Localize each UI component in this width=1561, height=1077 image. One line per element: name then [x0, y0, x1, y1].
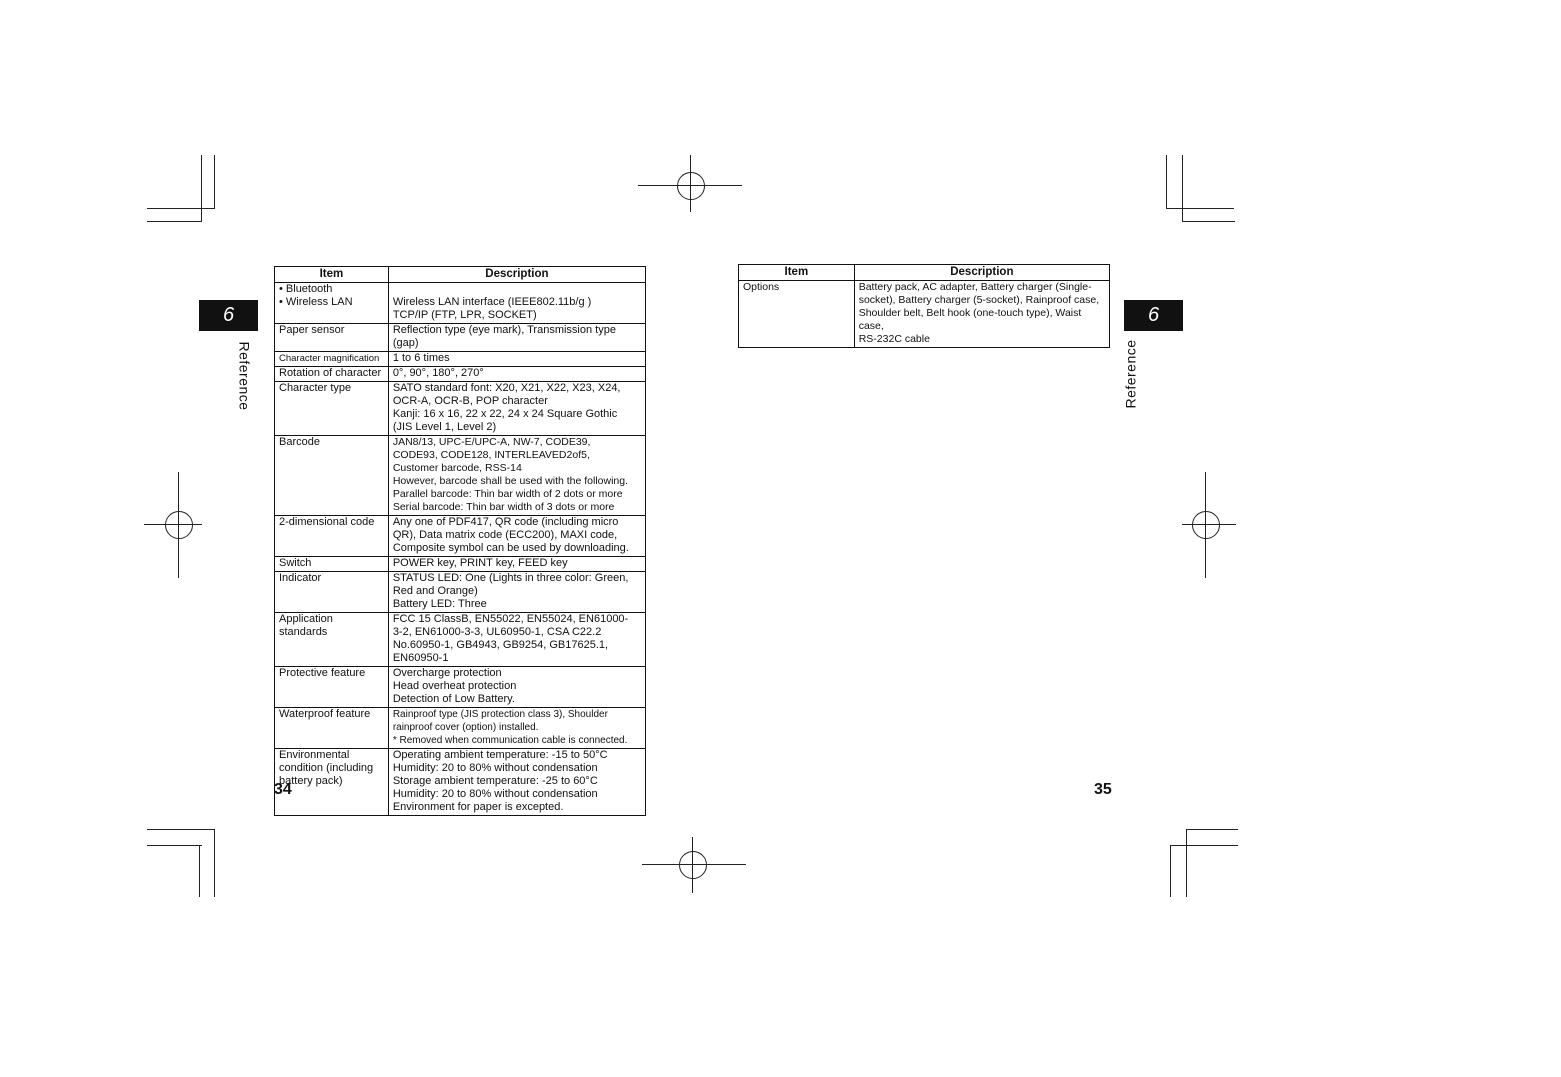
table-row: [275, 367, 646, 382]
description-cell: JAN8/13, UPC-E/UPC-A, NW-7, CODE39, CODE93, CODE128, INTERLEAVED2of5, Customer barcode, RSS-14 However, barcode shall be used with the following. Parallel barcode: Thin bar width of 2 dots or more Serial barcode: Thin bar width of 3 dots or more: [388, 436, 645, 516]
table-row: [275, 436, 646, 516]
item-cell: Waterproof feature: [275, 708, 389, 749]
item-cell: Protective feature: [275, 667, 389, 708]
description-cell: POWER key, PRINT key, FEED key: [388, 557, 645, 572]
chapter-number: 6: [1147, 304, 1160, 326]
table-row: [275, 382, 646, 436]
section-label-left: Reference: [236, 341, 253, 411]
description-cell: 0°, 90°, 180°, 270°: [388, 367, 645, 382]
item-cell: Options: [739, 281, 855, 348]
table-body: [739, 281, 1110, 348]
item-cell: Rotation of character: [275, 367, 389, 382]
page-number-right: 35: [1094, 781, 1112, 798]
spec-table-right: [738, 264, 1110, 348]
table-body: [275, 283, 646, 816]
description-header: Description: [388, 267, 645, 283]
description-cell: Operating ambient temperature: -15 to 50°C Humidity: 20 to 80% without condensation Storage ambient temperature: -25 to 60°C Humidity: 20 to 80% without condensation Environment for paper is excepted.: [388, 749, 645, 816]
description-cell: SATO standard font: X20, X21, X22, X23, X24, OCR-A, OCR-B, POP character Kanji: 16 x 16, 22 x 22, 24 x 24 Square Gothic (JIS Level 1, Level 2): [388, 382, 645, 436]
table-row: [275, 749, 646, 816]
item-header: Item: [739, 265, 855, 281]
item-cell: Application standards: [275, 613, 389, 667]
item-cell: • Bluetooth • Wireless LAN: [275, 283, 389, 324]
description-cell: Rainproof type (JIS protection class 3), Shoulder rainproof cover (option) installed. * Removed when communication cable is connected.: [388, 708, 645, 749]
table-row: [275, 283, 646, 324]
description-cell: STATUS LED: One (Lights in three color: Green, Red and Orange) Battery LED: Three: [388, 572, 645, 613]
chapter-tab-left: [199, 300, 258, 331]
item-cell: Barcode: [275, 436, 389, 516]
item-cell: Character type: [275, 382, 389, 436]
chapter-number: 6: [222, 304, 235, 326]
table-row: [275, 516, 646, 557]
description-cell: Overcharge protection Head overheat protection Detection of Low Battery.: [388, 667, 645, 708]
item-header: Item: [275, 267, 389, 283]
table-row: [739, 281, 1110, 348]
item-cell: Indicator: [275, 572, 389, 613]
table-row: [275, 572, 646, 613]
page-number-left: 34: [274, 781, 292, 798]
item-cell: Switch: [275, 557, 389, 572]
table-row: [275, 352, 646, 367]
description-cell: 1 to 6 times: [388, 352, 645, 367]
item-cell: 2-dimensional code: [275, 516, 389, 557]
section-label-right: Reference: [1122, 339, 1139, 409]
item-cell: Character magnification: [275, 352, 389, 367]
description-cell: FCC 15 ClassB, EN55022, EN55024, EN61000- 3-2, EN61000-3-3, UL60950-1, CSA C22.2 No.60950-1, GB4943, GB9254, GB17625.1, EN60950-1: [388, 613, 645, 667]
table-header-row: [739, 265, 1110, 281]
item-cell: Environmental condition (including battery pack): [275, 749, 389, 816]
description-cell: Reflection type (eye mark), Transmission type (gap): [388, 324, 645, 352]
description-header: Description: [854, 265, 1109, 281]
description-cell: Any one of PDF417, QR code (including micro QR), Data matrix code (ECC200), MAXI code, Composite symbol can be used by downloading.: [388, 516, 645, 557]
table-row: [275, 667, 646, 708]
chapter-tab-right: [1124, 300, 1183, 331]
item-cell: Paper sensor: [275, 324, 389, 352]
table-header-row: [275, 267, 646, 283]
table-row: [275, 708, 646, 749]
description-cell: Battery pack, AC adapter, Battery charger (Single- socket), Battery charger (5-socket), Rainproof case, Shoulder belt, Belt hook (one-touch type), Waist case, RS-232C cable: [854, 281, 1109, 348]
description-cell: Wireless LAN interface (IEEE802.11b/g ) TCP/IP (FTP, LPR, SOCKET): [388, 283, 645, 324]
table-row: [275, 613, 646, 667]
spec-table-left: [274, 266, 646, 816]
table-row: [275, 557, 646, 572]
table-row: [275, 324, 646, 352]
